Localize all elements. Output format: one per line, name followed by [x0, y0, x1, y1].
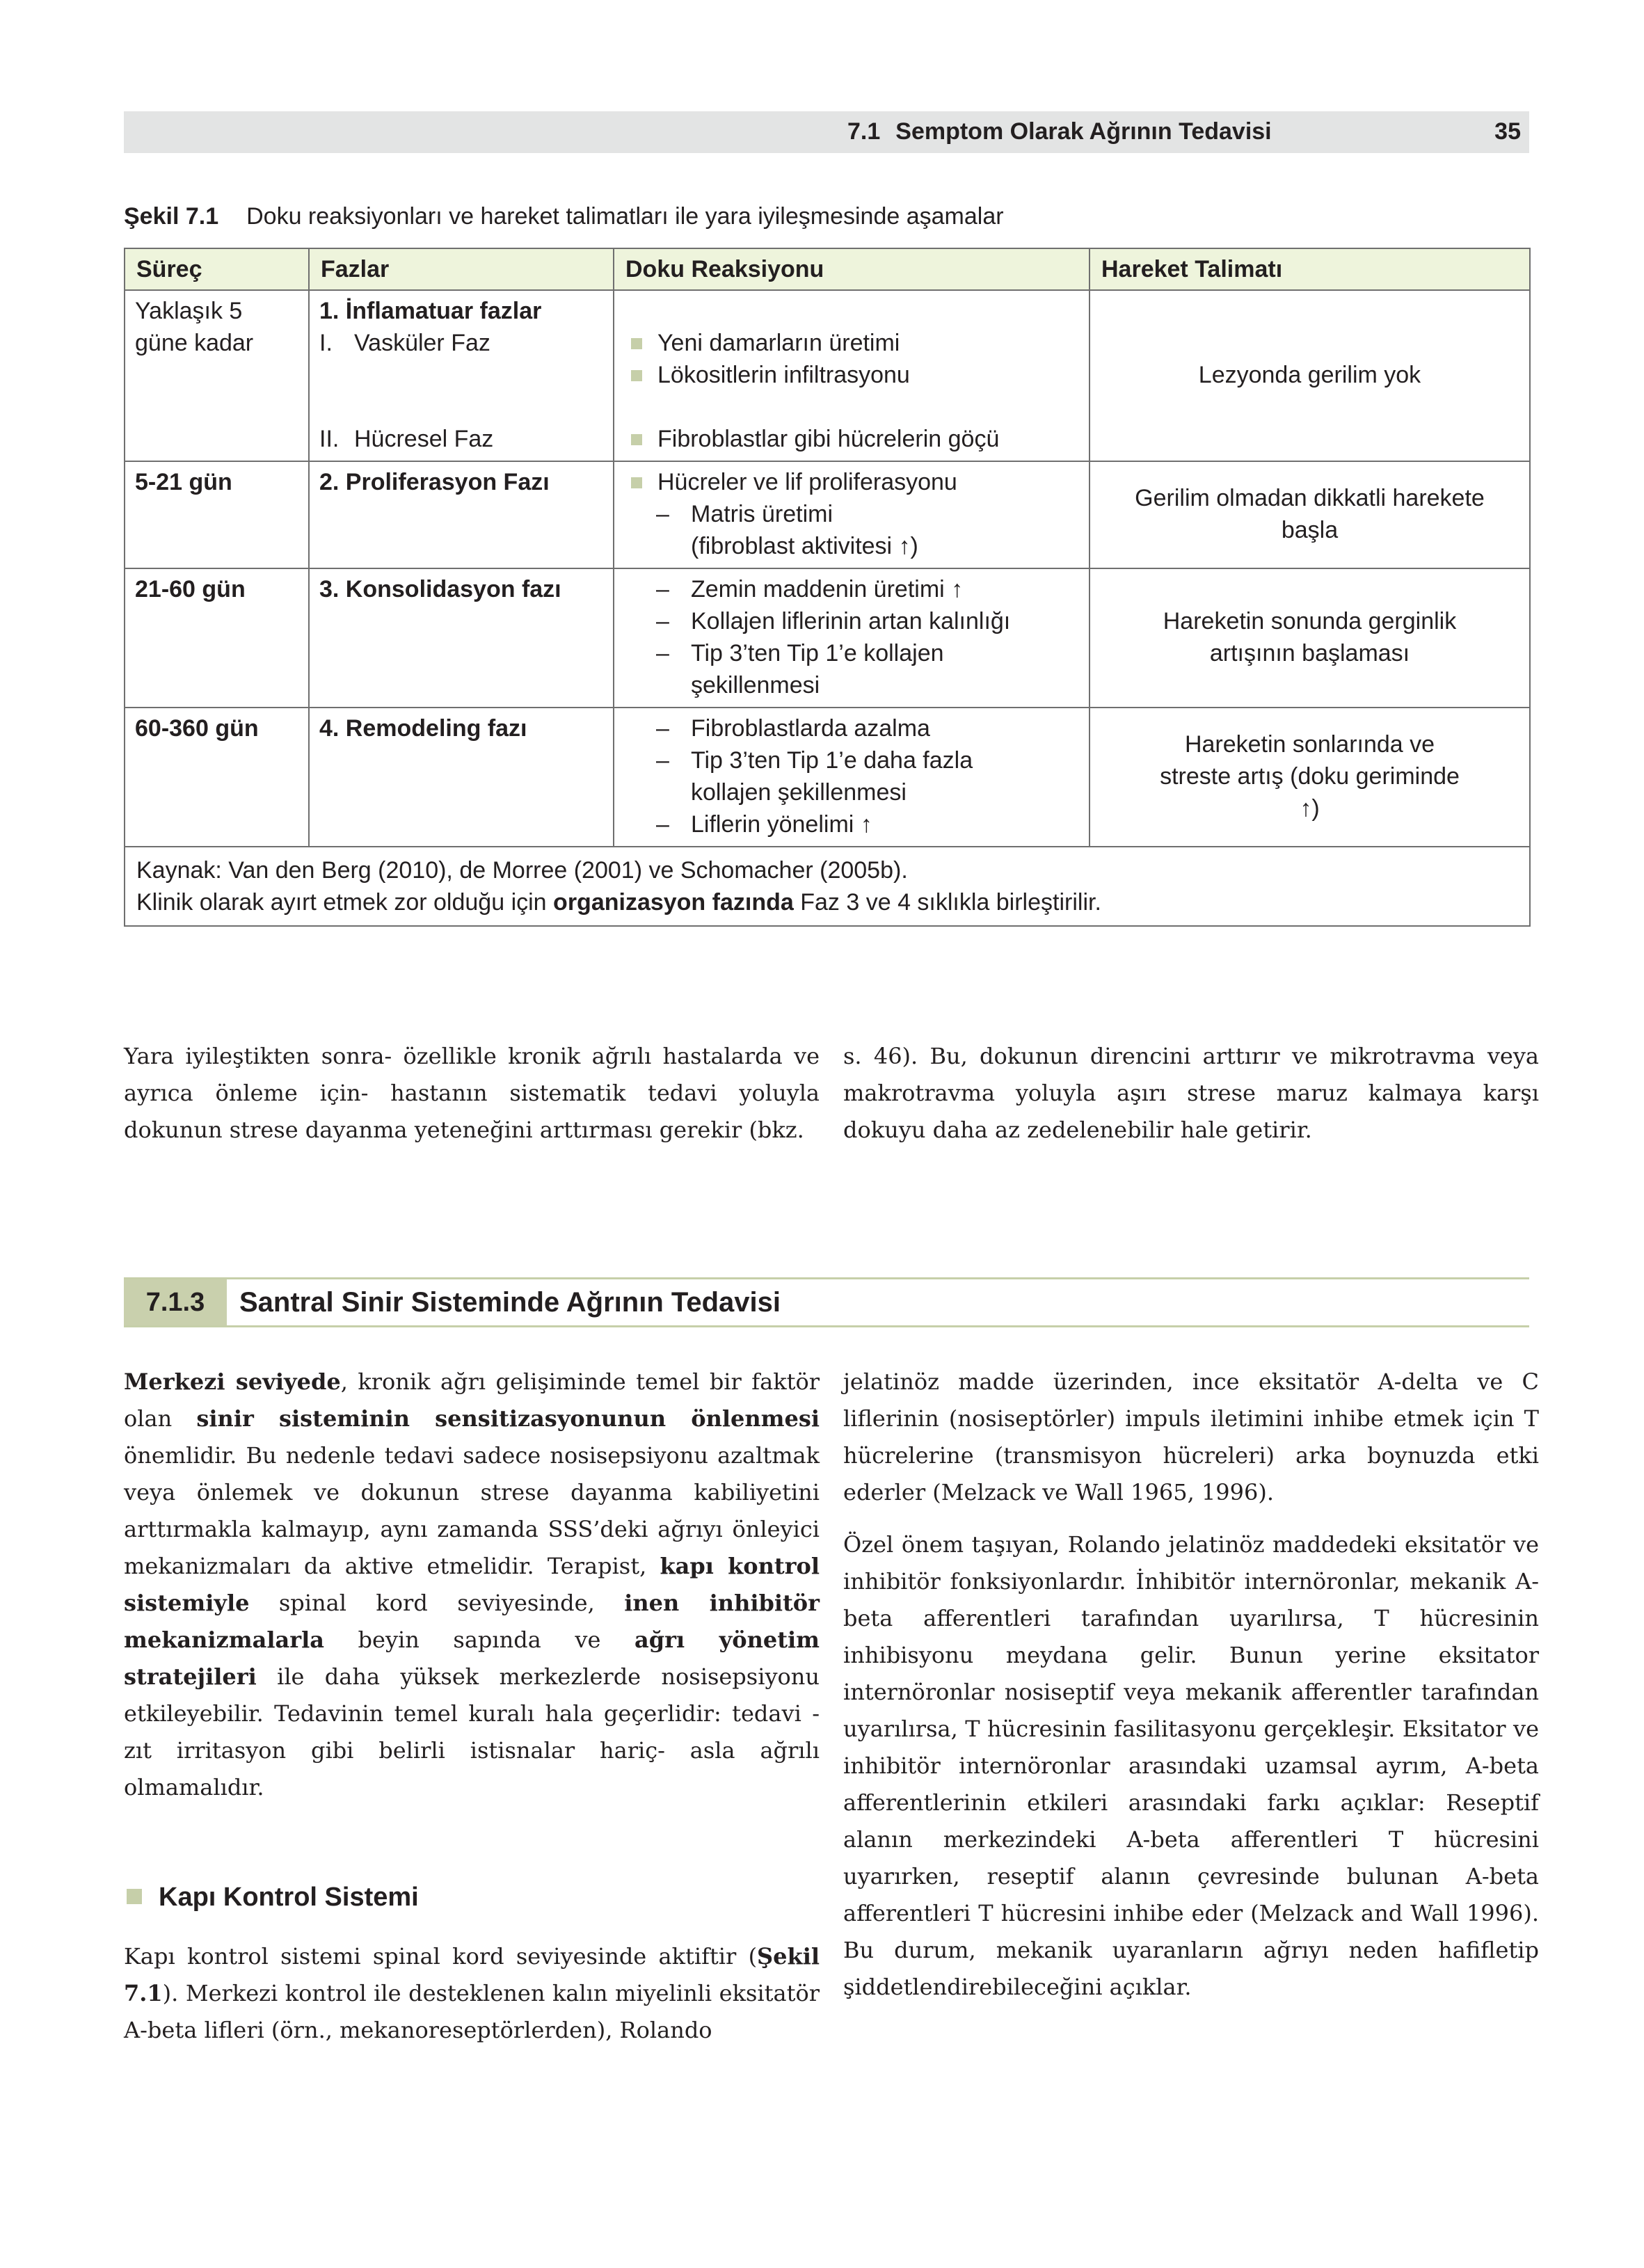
subphase-name: Vasküler Faz	[354, 330, 490, 356]
list-subitem: – Zemin maddenin üretimi ↑	[624, 573, 1079, 605]
list-item: Hücreler ve lif proliferasyonu	[624, 466, 1079, 498]
subsection-heading	[127, 1883, 419, 1912]
figure-label: Şekil 7.1	[124, 203, 219, 230]
square-bullet-icon	[127, 1889, 142, 1904]
section-number: 7.1.3	[124, 1279, 227, 1325]
list-subitem-continued: (fibroblast aktivitesi ↑)	[691, 533, 918, 559]
list-subitem: – Matris üretimi	[624, 498, 1079, 530]
bold-term: ağrı yönetim stratejileri	[124, 1627, 820, 1690]
list-subitem: – Fibroblastlarda azalma	[624, 712, 1079, 744]
section-paragraph	[124, 1938, 820, 2049]
table-cell-tissue-reaction	[614, 568, 1090, 708]
paragraph-text: , kronik ağrı gelişiminde temel bir faktör olan	[124, 1368, 820, 1432]
paragraph-text: beyin sapında ve	[324, 1627, 635, 1653]
tissue-reaction-list	[624, 712, 1079, 840]
section-right-column	[843, 1364, 1539, 2021]
table-cell-phase: 4. Remodeling fazı	[309, 708, 614, 847]
table-cell-instruction: Hareketin sonlarında ve streste artış (doku geriminde ↑)	[1090, 708, 1530, 847]
paragraph-text: ). Merkezi kontrol ile desteklenen kalın miyelinli eksitatör A-beta lifleri (örn., mekanoreseptörlerden), Rolando	[124, 1980, 820, 2043]
bold-term: inen inhibitör mekanizmalarla	[124, 1590, 820, 1653]
table-cell-duration: 5-21 gün	[125, 461, 309, 568]
wound-healing-table	[124, 248, 1531, 927]
section-title: Santral Sinir Sisteminde Ağrının Tedavisi	[239, 1287, 781, 1318]
table-note	[136, 886, 1518, 918]
table-note-bold: organizasyon fazında	[553, 889, 794, 916]
table-cell-phase: 3. Konsolidasyon fazı	[309, 568, 614, 708]
intro-left-column	[124, 1038, 820, 1164]
section-paragraph: Özel önem taşıyan, Rolando jelatinöz maddedeki eksitatör ve inhibitör fonksiyonlardır. İnhibitör internöronlar, mekanik A-beta afferentleri tarafından uyarılırsa, T hücresinin inhibisyonu meydana gelir. Bunun yerine eksitator internöronlar nosiseptif veya mekanik afferentler tarafından uyarılırsa, T hücresinin fasilitasyonu gerçekleşir. Eksitator ve inhibitör internöronlar arasındaki uzamsal ayrım, A-beta afferentlerinin etkileri arasındaki farkı açıklar: Reseptif alanın merkezindeki A-beta afferentleri T hücresini uyarırken, reseptif alanın çevresinde bulunan A-beta afferentleri T hücresini inhibe eder (Melzack and Wall 1996). Bu durum, mekanik uyaranların ağrıyı neden hafifletip şiddetlendirebileceğini açıklar.	[843, 1531, 1539, 2000]
figure-caption-text: Doku reaksiyonları ve hareket talimatları ile yara iyileşmesinde aşamalar	[246, 203, 1004, 230]
table-row	[125, 568, 1530, 708]
paragraph-text: ile daha yüksek merkezlerde nosisepsiyonu etkileyebilir. Tedavinin temel kuralı hala geçerlidir: tedavi -zıt irritasyon gibi belirli istisnalar hariç- asla ağrılı olmamalıdır.	[124, 1663, 820, 1800]
table-cell-tissue-reaction	[614, 461, 1090, 568]
table-header-cell: Doku Reaksiyonu	[614, 248, 1090, 290]
list-subitem: – Tip 3’ten Tip 1’e kollajen şekillenmesi	[624, 637, 1079, 701]
table-cell-duration: Yaklaşık 5 güne kadar	[125, 290, 309, 461]
list-item: Fibroblastlar gibi hücrelerin göçü	[624, 423, 1079, 455]
section-heading	[124, 1277, 1529, 1327]
subphase-number: I.	[319, 330, 333, 356]
table-row	[125, 461, 1530, 568]
phase-subphase	[319, 327, 603, 359]
table-cell-tissue-reaction	[614, 290, 1090, 461]
tissue-reaction-list	[624, 423, 1079, 455]
running-header-section-number: 7.1	[847, 118, 881, 145]
table-header-row	[125, 248, 1530, 290]
table-cell-instruction: Lezyonda gerilim yok	[1090, 290, 1530, 461]
table-cell-tissue-reaction	[614, 708, 1090, 847]
intro-paragraph-left: Yara iyileştikten sonra- özellikle kronik ağrılı hastalarda ve ayrıca önleme için- hastanın sistematik tedavi yoluyla dokunun strese dayanma yeteneğini arttırması gerekir (bkz.	[124, 1043, 820, 1143]
figure-reference: Şekil 7.1	[124, 1943, 820, 2006]
subsection-title: Kapı Kontrol Sistemi	[159, 1883, 419, 1912]
list-item: Lökositlerin infiltrasyonu	[624, 359, 1079, 391]
intro-paragraph-right: s. 46). Bu, dokunun direncini arttırır ve mikrotravma veya makrotravma yoluyla aşırı strese maruz kalmaya karşı dokuyu daha az zedelenebilir hale getirir.	[843, 1043, 1539, 1143]
list-subitem: – Kollajen liflerinin artan kalınlığı	[624, 605, 1079, 637]
page-number: 35	[1494, 118, 1521, 145]
phase-title: 1. İnflamatuar fazlar	[319, 298, 542, 324]
table-source-cell	[125, 847, 1530, 926]
tissue-reaction-list	[624, 327, 1079, 391]
bold-term: kapı kontrol sistemiyle	[124, 1553, 820, 1616]
section-paragraph: jelatinöz madde üzerinden, ince eksitatör A-delta ve C liflerinin (nosiseptörler) impuls iletimini inhibe etmek için T hücrelerine (transmisyon hücreleri) arka boynuzda etki ederler (Melzack ve Wall 1965, 1996).	[843, 1368, 1539, 1506]
table-cell-phase	[309, 290, 614, 461]
list-item: Yeni damarların üretimi	[624, 327, 1079, 359]
bold-term: sinir sisteminin sensitizasyonunun önlenmesi	[196, 1405, 820, 1432]
subphase-name: Hücresel Faz	[354, 426, 494, 452]
phase-subphase	[319, 423, 603, 455]
table-cell-phase: 2. Proliferasyon Fazı	[309, 461, 614, 568]
section-left-column-lower	[124, 1938, 820, 2064]
figure-caption	[124, 203, 1004, 230]
table-note-text: Faz 3 ve 4 sıklıkla birleştirilir.	[793, 889, 1101, 916]
subphase-number: II.	[319, 426, 340, 452]
section-left-column	[124, 1364, 820, 1821]
running-header-section-title: Semptom Olarak Ağrının Tedavisi	[895, 118, 1272, 145]
paragraph-text: Kapı kontrol sistemi spinal kord seviyesinde aktiftir (	[124, 1943, 758, 1970]
paragraph-text: spinal kord seviyesinde,	[249, 1590, 625, 1616]
table-header-cell: Süreç	[125, 248, 309, 290]
table-cell-instruction: Hareketin sonunda gerginlik artışının başlaması	[1090, 568, 1530, 708]
intro-right-column	[843, 1038, 1539, 1164]
table-header-cell: Fazlar	[309, 248, 614, 290]
table-cell-instruction: Gerilim olmadan dikkatli harekete başla	[1090, 461, 1530, 568]
table-cell-duration: 60-360 gün	[125, 708, 309, 847]
section-paragraph	[124, 1364, 820, 1806]
list-subitem: – Tip 3’ten Tip 1’e daha fazla kollajen şekillenmesi	[624, 744, 1079, 808]
table-source-row	[125, 847, 1530, 926]
tissue-reaction-list	[624, 573, 1079, 701]
table-note-text: Klinik olarak ayırt etmek zor olduğu için	[136, 889, 554, 916]
table-row	[125, 708, 1530, 847]
paragraph-text: önemlidir. Bu nedenle tedavi sadece nosisepsiyonu azaltmak veya önlemek ve dokunun strese dayanma kabiliyetini arttırmakla kalmayıp, aynı zamanda SSS’deki ağrıyı önleyici mekanizmaları da aktive etmelidir. Terapist,	[124, 1442, 820, 1579]
tissue-reaction-list	[624, 466, 1079, 562]
running-header	[124, 111, 1529, 153]
table-row	[125, 290, 1530, 461]
running-header-section	[847, 118, 1272, 145]
table-header-cell: Hareket Talimatı	[1090, 248, 1530, 290]
table-source: Kaynak: Van den Berg (2010), de Morree (2001) ve Schomacher (2005b).	[136, 857, 908, 884]
table-cell-duration: 21-60 gün	[125, 568, 309, 708]
bold-term: Merkezi seviyede	[124, 1368, 341, 1395]
list-subitem: – Liflerin yönelimi ↑	[624, 808, 1079, 840]
